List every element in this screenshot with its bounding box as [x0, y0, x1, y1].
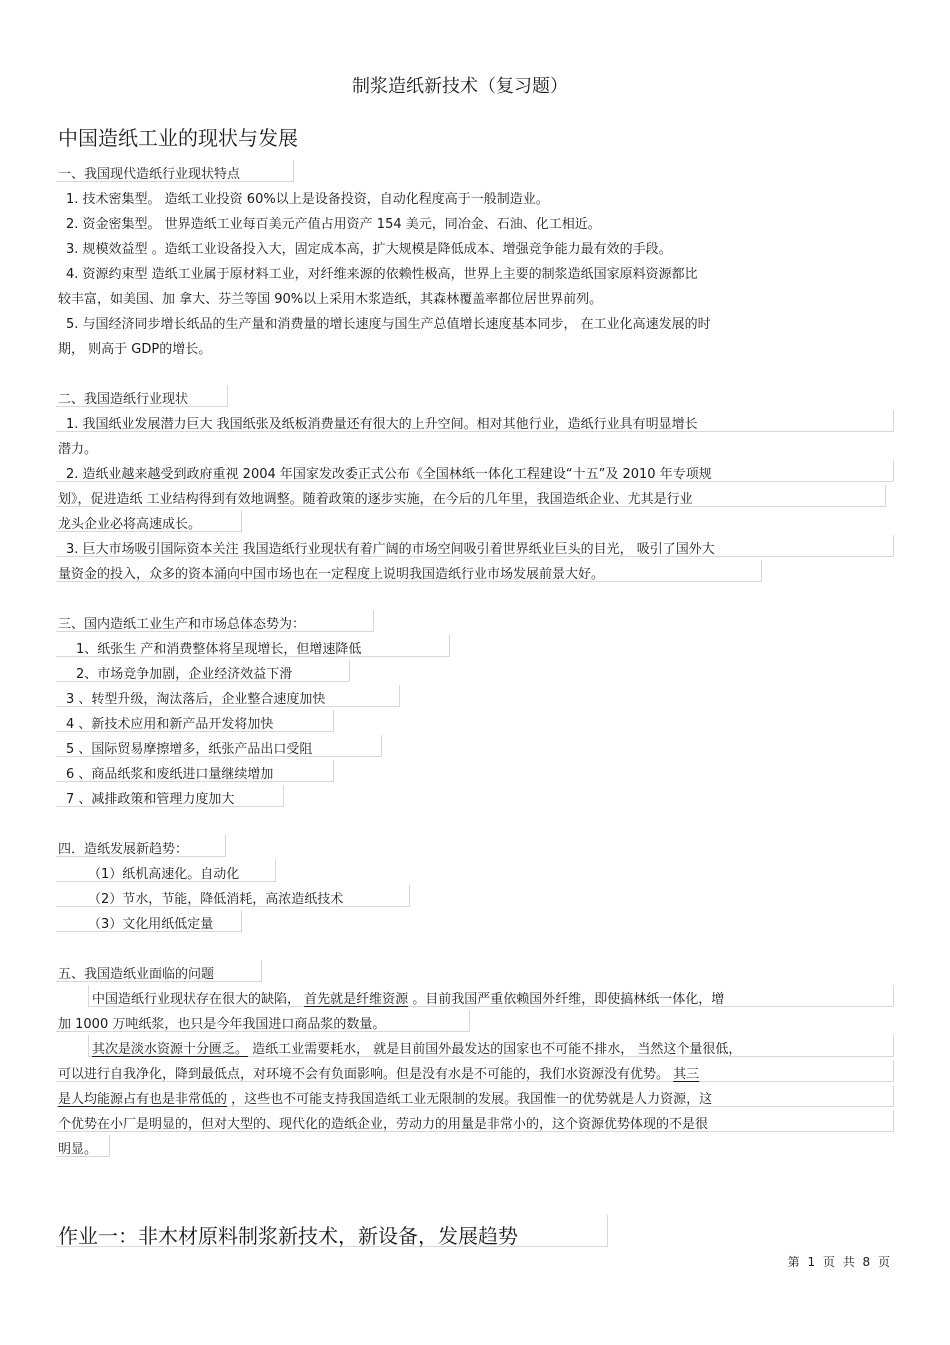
chapter-heading: 中国造纸工业的现状与发展	[58, 126, 298, 150]
s5-line-2a	[92, 1038, 741, 1057]
underlined-text: 首先就是纤维资源	[304, 992, 409, 1007]
s3-item-3: 3 、转型升级，淘汰落后，企业整合速度加快	[66, 692, 326, 707]
section-4-title: 四．造纸发展新趋势：	[58, 842, 189, 857]
text: 可以进行自我净化，降到最低点，对环境不会有负面影响。但是没有水是不可能的，我们水资源没有优势。	[58, 1067, 674, 1082]
s2-line-3b: 量资金的投入，众多的资本涌向中国市场也在一定程度上说明我国造纸行业市场发展前景大好。	[58, 567, 605, 582]
s1-line-2: 2. 资金密集型。 世界造纸工业每百美元产值占用资产 154 美元，同冶金、石油、化工相近。	[66, 217, 601, 232]
s5-line-2d: 个优势在小厂是明显的，但对大型的、现代化的造纸企业，劳动力的用量是非常小的，这个资源优势体现的不是很	[58, 1117, 709, 1132]
s2-line-3a: 3. 巨大市场吸引国际资本关注 我国造纸行业现状有着广阔的市场空间吸引着世界纸业巨头的目光， 吸引了国外大	[66, 542, 715, 557]
page-number: 第 1 页 共 8 页	[787, 1255, 892, 1269]
underlined-text: 其三	[673, 1067, 700, 1082]
s2-line-2b: 划》，促进造纸 工业结构得到有效地调整。随着政策的逐步实施，在今后的几年里，我国造纸企业、尤其是行业	[58, 492, 693, 507]
section-5-title: 五、我国造纸业面临的问题	[58, 967, 215, 982]
section-3-title: 三、国内造纸工业生产和市场总体态势为：	[58, 617, 306, 632]
s5-line-1b: 加 1000 万吨纸浆，也只是今年我国进口商品浆的数量。	[58, 1017, 386, 1032]
s3-item-4: 4 、新技术应用和新产品开发将加快	[66, 717, 274, 732]
s4-item-1: （1）纸机高速化。自动化	[88, 867, 240, 882]
s1-line-5b: 期， 则高于 GDP的增长。	[58, 342, 212, 357]
homework-heading: 作业一：非木材原料制浆新技术，新设备，发展趋势	[58, 1224, 518, 1248]
s2-line-1b: 潜力。	[58, 442, 98, 457]
text: 中国造纸行业现状存在很大的缺陷，	[92, 992, 305, 1007]
s1-line-3: 3. 规模效益型 。造纸工业设备投入大，固定成本高，扩大规模是降低成本、增强竞争能力最有效的手段。	[66, 242, 672, 257]
section-2-title: 二、我国造纸行业现状	[58, 392, 189, 407]
s1-line-4a: 4. 资源约束型 造纸工业属于原材料工业，对纤维来源的依赖性极高，世界上主要的制浆造纸国家原料资源都比	[66, 267, 698, 282]
underlined-text: 是人均能源占有也是非常低的	[58, 1092, 228, 1107]
s5-line-2e: 明显。	[58, 1142, 98, 1157]
s2-line-2c: 龙头企业必将高速成长。	[58, 517, 202, 532]
s2-line-1a: 1. 我国纸业发展潜力巨大 我国纸张及纸板消费量还有很大的上升空间。相对其他行业，造纸行业具有明显增长	[66, 417, 698, 432]
s3-item-6: 6 、商品纸浆和废纸进口量继续增加	[66, 767, 274, 782]
s3-item-2: 2、市场竞争加剧，企业经济效益下滑	[76, 667, 293, 682]
section-1-title: 一、我国现代造纸行业现状特点	[58, 167, 241, 182]
s5-line-1a	[92, 988, 724, 1007]
s3-item-7: 7 、减排政策和管理力度加大	[66, 792, 235, 807]
s1-line-4b: 较丰富，如美国、加 拿大、芬兰等国 90%以上采用木浆造纸，其森林覆盖率都位居世界前列。	[58, 292, 603, 307]
text: ，这些也不可能支持我国造纸工业无限制的发展。我国惟一的优势就是人力资源，这	[227, 1092, 713, 1107]
text: 。目前我国严重依赖国外纤维，即使搞林纸一体化，增	[408, 992, 725, 1007]
s4-item-3: （3）文化用纸低定量	[88, 917, 214, 932]
text: 造纸工业需要耗水， 就是目前国外最发达的国家也不可能不排水， 当然这个量很低，	[248, 1042, 742, 1057]
document-title: 制浆造纸新技术（复习题）	[352, 76, 568, 97]
s4-item-2: （2）节水，节能，降低消耗，高浓造纸技术	[88, 892, 344, 907]
underlined-text: 其次是淡水资源十分匮乏。	[92, 1042, 249, 1057]
s5-line-2c	[58, 1088, 712, 1107]
s5-line-2b	[58, 1063, 699, 1082]
s2-line-2a: 2. 造纸业越来越受到政府重视 2004 年国家发改委正式公布《全国林纸一体化工程建设“十五”及 2010 年专项规	[66, 467, 712, 482]
s1-line-5a: 5. 与国经济同步增长纸品的生产量和消费量的增长速度与国生产总值增长速度基本同步， 在工业化高速发展的时	[66, 317, 711, 332]
s1-line-1: 1. 技术密集型。 造纸工业投资 60%以上是设备投资，自动化程度高于一般制造业。	[66, 192, 549, 207]
s3-item-5: 5 、国际贸易摩擦增多，纸张产品出口受阻	[66, 742, 313, 757]
s3-item-1: 1、纸张生 产和消费整体将呈现增长，但增速降低	[76, 642, 362, 657]
